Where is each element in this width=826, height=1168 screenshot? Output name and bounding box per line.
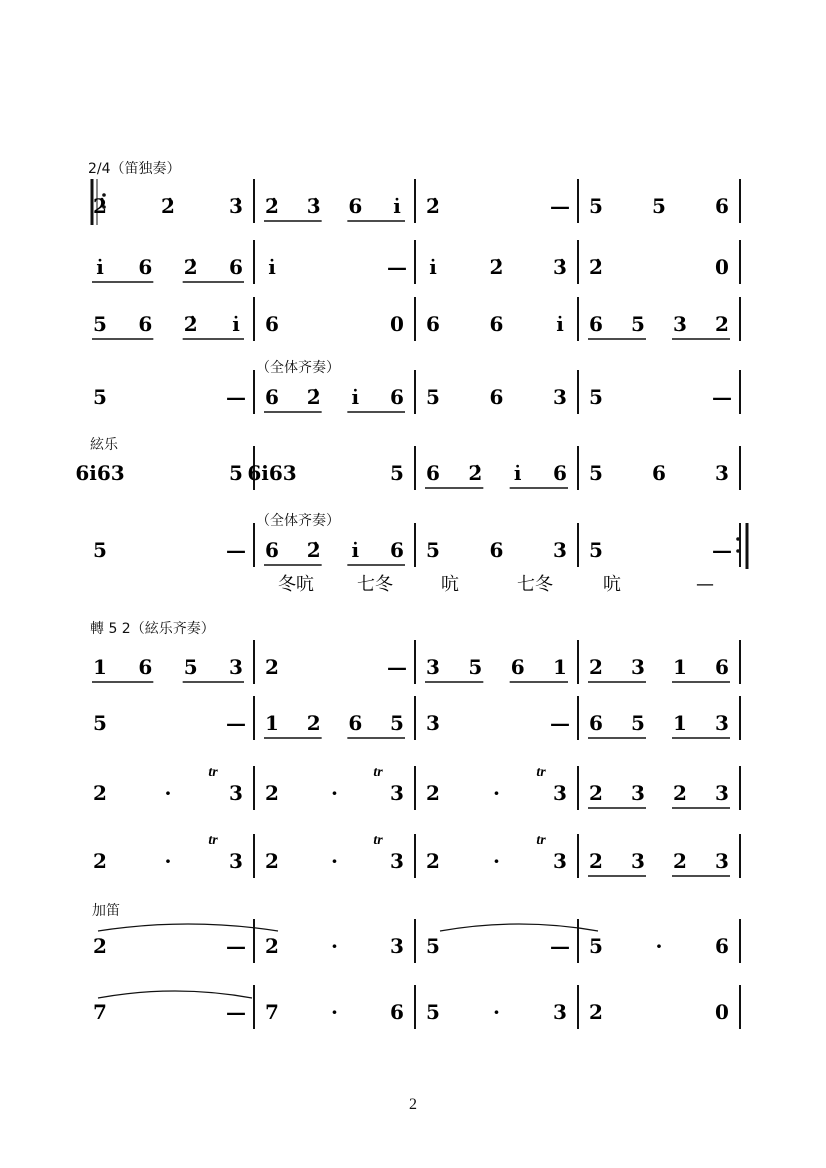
note: 5 [589,194,603,218]
note: 3 [390,781,404,805]
note: i̇ [232,312,240,336]
note: 5 [426,1000,440,1024]
trill-mark: tr [536,833,546,848]
note: · [493,849,500,873]
note: 6 [489,385,504,409]
note: i̇ [351,538,360,562]
note: 2 [265,849,279,873]
note: 2̇ [265,194,279,218]
note: 2 [589,849,603,873]
note: 1 [673,655,687,679]
note: 0 [715,255,729,279]
slur [98,991,252,998]
note: · [331,781,338,805]
note: · [493,781,500,805]
percussion-syllable: 冬吭 [278,574,314,595]
note: 3 [553,538,567,562]
note: — [550,711,570,735]
note: — [712,538,732,562]
note: 5 [390,461,404,485]
note: 3 [631,781,645,805]
note: 5 [631,312,645,336]
note: 2 [589,1000,603,1024]
note: 5 [468,655,483,679]
trill-mark: tr [373,833,383,848]
note: 6 [138,655,153,679]
note: 6 [510,655,525,679]
note: 3̇ [306,194,321,218]
note: 3 [390,934,404,958]
note: 3 [631,849,645,873]
note: i̇ [351,385,360,409]
trill-mark: tr [536,765,546,780]
note: 6 [715,655,729,679]
note: 2̇ [426,194,440,218]
note: 6 [348,711,363,735]
note: · [331,934,338,958]
note: 2̇ [589,255,603,279]
note: i̇ [96,255,104,279]
note: 5 [426,934,440,958]
tutti-label-2: （全体齐奏） [256,513,340,529]
note: 3 [553,1000,567,1024]
note: 6 [348,194,363,218]
note: 1 [673,711,687,735]
note: 5 [631,711,645,735]
note: 5 [589,538,603,562]
note: 3 [390,849,404,873]
note: 3 [229,781,243,805]
note: 6 [589,312,603,336]
note: 2̇ [306,538,321,562]
note: 5 [426,385,440,409]
percussion-syllable: — [696,574,714,595]
note: 5 [93,538,107,562]
note: — [226,538,246,562]
note: 6 [390,1000,404,1024]
note: — [550,194,570,218]
note: 5 [652,194,666,218]
note: 2 [715,312,729,336]
note: 6 [553,461,567,485]
note: 2 [673,849,687,873]
note: 5 [426,538,440,562]
note: 5 [589,385,603,409]
note: 2̇ [468,461,483,485]
note: 2 [265,934,279,958]
note: 3 [229,655,243,679]
note: 2 [589,655,603,679]
trill-mark: tr [208,833,218,848]
page-number: 2 [409,1096,417,1113]
note: 2 [93,934,107,958]
note: · [164,849,172,873]
note: 5 [93,312,107,336]
note: 6 [390,385,404,409]
note: 6 [265,385,279,409]
note: 6 [138,255,153,279]
note: 3 [715,461,729,485]
note: 5 [93,385,107,409]
note: 3̇ [229,194,243,218]
note: · [331,1000,338,1024]
percussion-syllable: 吭 [441,574,459,595]
note: 3 [426,711,440,735]
note: 2̇ [306,385,321,409]
note: 3̇ [553,255,567,279]
note: 3 [715,849,729,873]
note: — [550,934,570,958]
note: 1 [553,655,567,679]
note: i̇ [429,255,437,279]
strings-label: 絃乐 [90,437,118,453]
note: 2 [589,781,603,805]
note: 2̇ [93,194,107,218]
note: 6 [489,538,504,562]
note: 2 [306,711,321,735]
note: 2̇ [489,255,504,279]
add-flute-label: 加笛 [92,903,120,919]
note: 3 [553,849,567,873]
note: 7 [93,1000,107,1024]
note: 5 [589,934,603,958]
trill-mark: tr [208,765,218,780]
note: — [387,655,407,679]
note: 0 [715,1000,729,1024]
note: 1 [93,655,107,679]
note: 3 [715,711,729,735]
note: 6i63 [247,461,297,485]
repeat-dot [736,549,740,553]
note: 3 [553,385,567,409]
tutti-label-1: （全体齐奏） [256,360,340,376]
note: · [655,934,663,958]
note: 6 [138,312,153,336]
note: 6i63 [75,461,125,485]
slur [98,924,278,931]
note: 5 [183,655,198,679]
solo-label: 2/4（笛独奏） [88,161,181,177]
note: 5 [390,711,404,735]
note: 6 [229,255,243,279]
note: 3 [631,655,645,679]
note: 2 [93,849,107,873]
note: — [712,385,732,409]
note: 2̇ [183,255,198,279]
note: — [226,1000,246,1024]
percussion-syllable: 七冬 [357,574,393,595]
note: — [226,385,246,409]
note: 2 [426,849,440,873]
note: i̇ [268,255,276,279]
note: 7 [265,1000,279,1024]
repeat-dot [736,537,740,541]
percussion-syllable: 七冬 [517,574,553,595]
note: 6 [589,711,603,735]
note: 2 [93,781,107,805]
note: — [226,934,246,958]
note: 5 [229,461,243,485]
note: 3 [673,312,687,336]
time-signature: 2/4 [88,161,111,177]
note: 3 [553,781,567,805]
note: 5 [589,461,603,485]
note: · [164,781,172,805]
note: 1 [265,711,279,735]
note: 2 [426,781,440,805]
note: 2̇ [161,194,175,218]
note: 6 [715,934,729,958]
note: i̇ [513,461,522,485]
note: 3 [426,655,440,679]
note: 6 [426,461,440,485]
note: 0 [390,312,404,336]
note: · [493,1000,500,1024]
note: 3 [715,781,729,805]
note: 2 [265,655,279,679]
note: · [331,849,338,873]
slur [440,924,598,931]
note: 6 [265,312,279,336]
note: 6 [652,461,666,485]
key-change-label: 轉 5 2（絃乐齐奏） [90,621,215,637]
note: 6 [489,312,504,336]
note: 2̇ [183,312,198,336]
percussion-syllable: 吭 [603,574,621,595]
note: i̇ [556,312,564,336]
note: 3 [229,849,243,873]
note: 2 [265,781,279,805]
note: 6 [265,538,279,562]
note: 2 [673,781,687,805]
note: 6 [390,538,404,562]
note: i̇ [393,194,401,218]
note: 6 [715,194,729,218]
note: — [387,255,407,279]
trill-mark: tr [373,765,383,780]
note: — [226,711,246,735]
note: 6 [426,312,440,336]
note: 5 [93,711,107,735]
